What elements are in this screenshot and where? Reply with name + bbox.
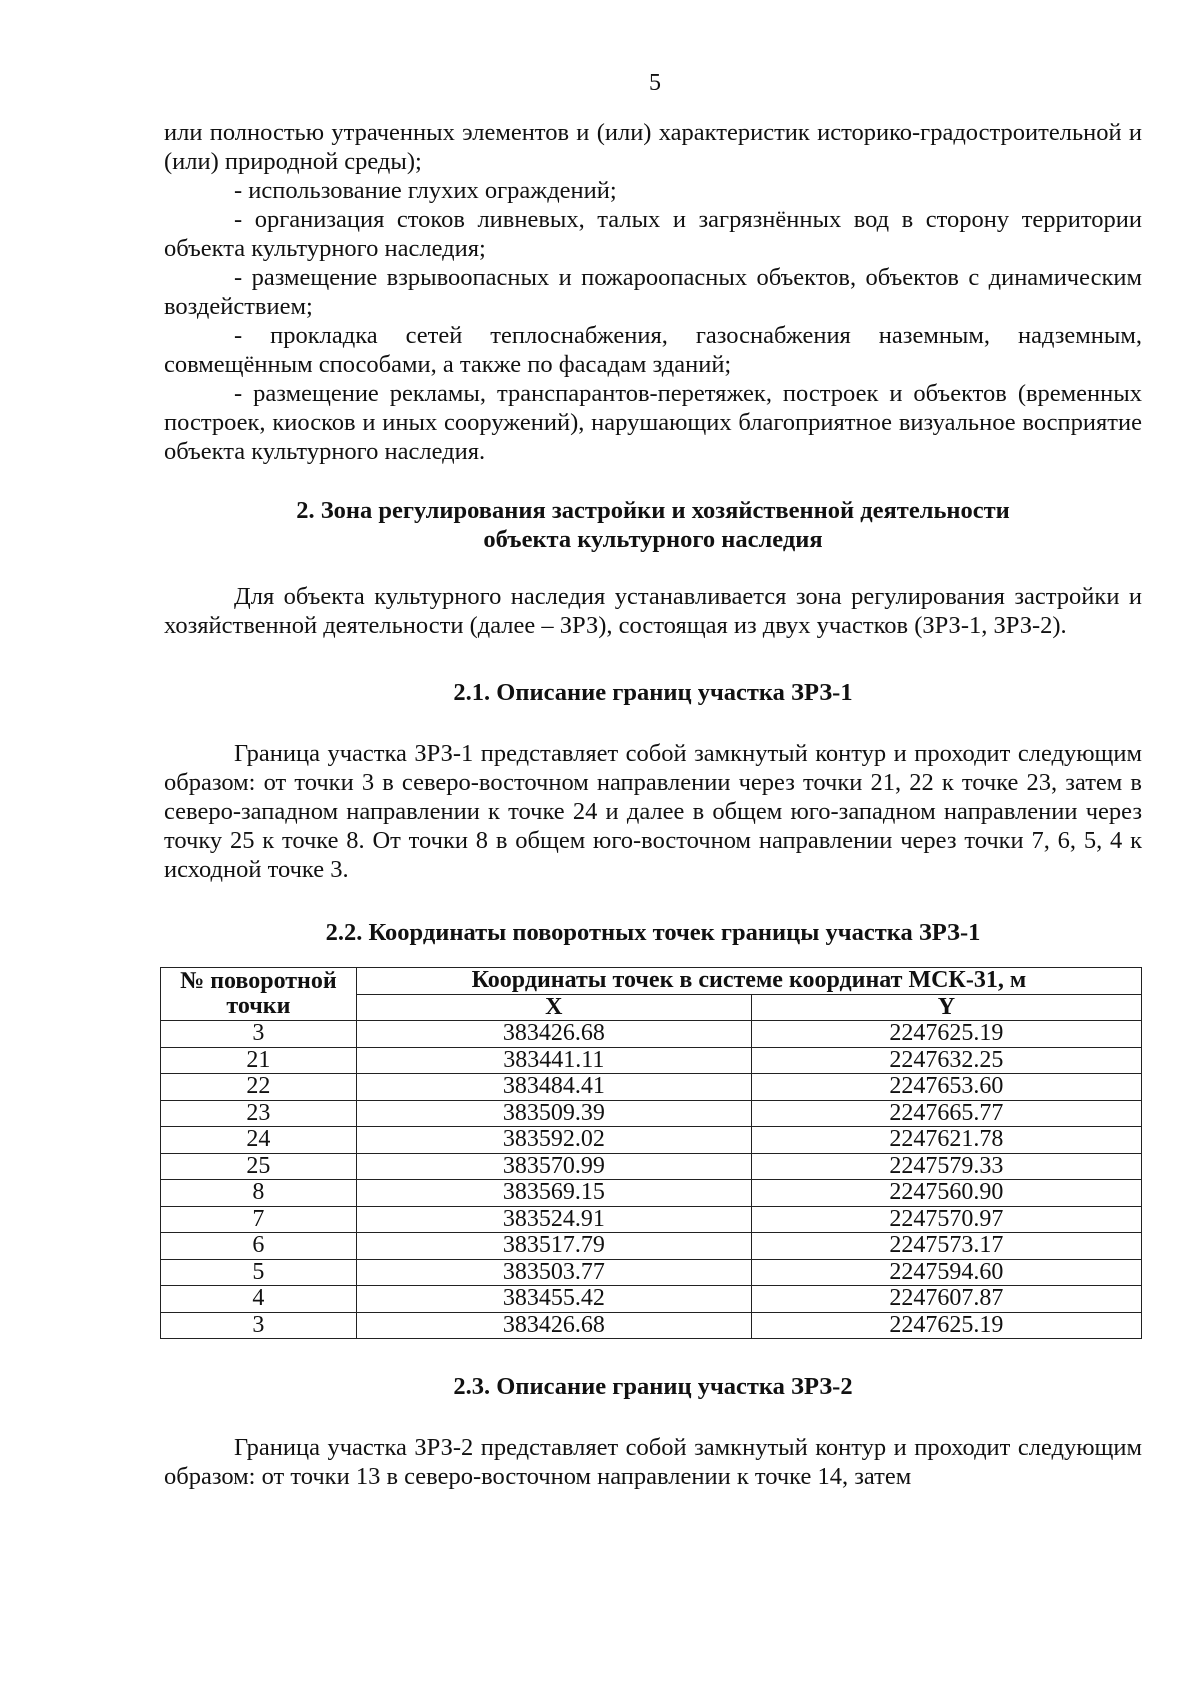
page-number: 5	[649, 70, 661, 96]
section-2-1-text: Граница участка ЗРЗ-1 представляет собой замкнутый контур и проходит следующим образом: от точки 3 в северо-восточном направлении через точки 21, 22 к точке 23, затем в северо-западном направлении к точке 24 и далее в общем юго-западном направлении через точку 25 к точке 8. От точки 8 в общем юго-восточном направлении через точки 7, 6, 5, 4 к исходной точке 3.	[164, 740, 1142, 883]
table-row	[161, 1100, 1142, 1127]
page-content	[164, 118, 1142, 1491]
y-cell: 2247665.77	[751, 1100, 1141, 1127]
section-2-text: Для объекта культурного наследия устанавливается зона регулирования застройки и хозяйственной деятельности (далее – ЗРЗ), состоящая из двух участков (ЗРЗ-1, ЗРЗ-2).	[164, 583, 1142, 639]
table-row	[161, 1047, 1142, 1074]
section-2-heading-line1: 2. Зона регулирования застройки и хозяйственной деятельности	[296, 497, 1010, 524]
x-cell: 383455.42	[356, 1286, 751, 1313]
col-point-header: № поворотной точки	[161, 968, 357, 1021]
section-2-heading	[164, 496, 1142, 554]
coordinates-table	[160, 967, 1142, 1339]
list-item: - использование глухих ограждений;	[234, 177, 617, 204]
point-cell: 22	[161, 1074, 357, 1101]
section-2-1-heading: 2.1. Описание границ участка ЗРЗ-1	[453, 679, 853, 706]
y-cell: 2247594.60	[751, 1259, 1141, 1286]
x-cell: 383570.99	[356, 1153, 751, 1180]
point-cell: 25	[161, 1153, 357, 1180]
y-cell: 2247632.25	[751, 1047, 1141, 1074]
list-item: - размещение рекламы, транспарантов-перетяжек, построек и объектов (временных построек, киосков и иных сооружений), нарушающих благоприятное визуальное восприятие объекта культурного наследия.	[164, 380, 1142, 465]
y-cell: 2247579.33	[751, 1153, 1141, 1180]
x-cell: 383484.41	[356, 1074, 751, 1101]
list-item: - организация стоков ливневых, талых и загрязнённых вод в сторону территории объекта культурного наследия;	[164, 206, 1142, 262]
point-cell: 6	[161, 1233, 357, 1260]
point-cell: 4	[161, 1286, 357, 1313]
section-2-heading-line2: объекта культурного наследия	[483, 526, 823, 553]
y-cell: 2247607.87	[751, 1286, 1141, 1313]
col-y-header: Y	[751, 994, 1141, 1021]
x-cell: 383592.02	[356, 1127, 751, 1154]
y-cell: 2247653.60	[751, 1074, 1141, 1101]
col-x-header: X	[356, 994, 751, 1021]
list-item: - прокладка сетей теплоснабжения, газоснабжения наземным, надземным, совмещённым способами, а также по фасадам зданий;	[164, 322, 1142, 378]
table-row	[161, 1206, 1142, 1233]
table-row	[161, 1180, 1142, 1207]
point-cell: 21	[161, 1047, 357, 1074]
y-cell: 2247621.78	[751, 1127, 1141, 1154]
section-2-2-heading: 2.2. Координаты поворотных точек границы участка ЗРЗ-1	[325, 919, 981, 946]
y-cell: 2247560.90	[751, 1180, 1141, 1207]
x-cell: 383503.77	[356, 1259, 751, 1286]
point-cell: 3	[161, 1312, 357, 1339]
y-cell: 2247570.97	[751, 1206, 1141, 1233]
list-item: или полностью утраченных элементов и (или) характеристик историко-градостроительной и (или) природной среды);	[164, 119, 1142, 175]
y-cell: 2247573.17	[751, 1233, 1141, 1260]
x-cell: 383569.15	[356, 1180, 751, 1207]
section-2-3-text: Граница участка ЗРЗ-2 представляет собой замкнутый контур и проходит следующим образом: от точки 13 в северо-восточном направлении к точке 14, затем	[164, 1434, 1142, 1490]
x-cell: 383426.68	[356, 1312, 751, 1339]
table-row	[161, 1312, 1142, 1339]
y-cell: 2247625.19	[751, 1312, 1141, 1339]
point-cell: 3	[161, 1021, 357, 1048]
x-cell: 383509.39	[356, 1100, 751, 1127]
point-cell: 5	[161, 1259, 357, 1286]
table-row	[161, 1021, 1142, 1048]
x-cell: 383524.91	[356, 1206, 751, 1233]
table-row	[161, 1127, 1142, 1154]
col-coords-header: Координаты точек в системе координат МСК-31, м	[356, 968, 1141, 995]
table-row	[161, 1074, 1142, 1101]
y-cell: 2247625.19	[751, 1021, 1141, 1048]
x-cell: 383426.68	[356, 1021, 751, 1048]
table-row	[161, 1153, 1142, 1180]
section-2-3-heading: 2.3. Описание границ участка ЗРЗ-2	[453, 1373, 853, 1400]
list-item: - размещение взрывоопасных и пожароопасных объектов, объектов с динамическим воздействием;	[164, 264, 1142, 320]
table-row	[161, 1233, 1142, 1260]
x-cell: 383441.11	[356, 1047, 751, 1074]
point-cell: 24	[161, 1127, 357, 1154]
restrictions-list	[164, 118, 1142, 466]
table-row	[161, 1286, 1142, 1313]
point-cell: 8	[161, 1180, 357, 1207]
point-cell: 7	[161, 1206, 357, 1233]
point-cell: 23	[161, 1100, 357, 1127]
x-cell: 383517.79	[356, 1233, 751, 1260]
table-row	[161, 1259, 1142, 1286]
